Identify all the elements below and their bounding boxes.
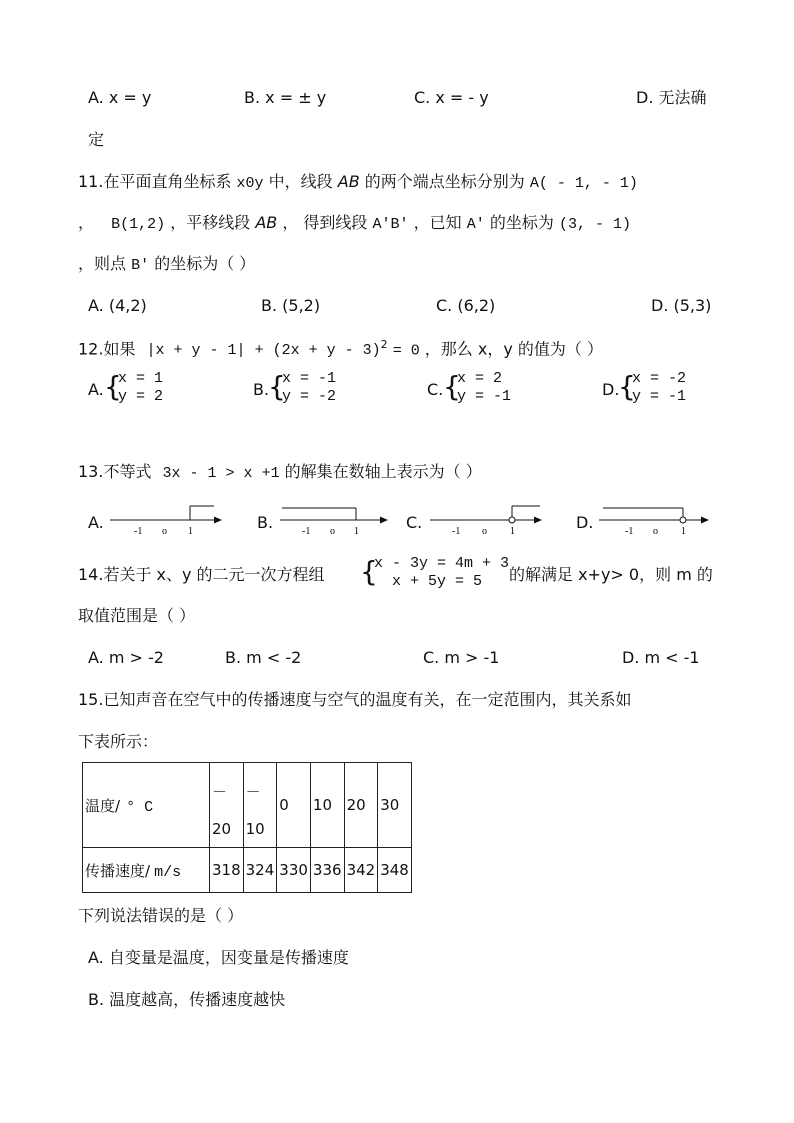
q12-option-a-label: A. bbox=[88, 380, 104, 399]
q11-text: ， bbox=[78, 213, 95, 232]
q11-stem-line2 bbox=[78, 215, 631, 232]
q11-point-b: B(1,2) bbox=[111, 216, 166, 233]
tick-label-neg1: -1 bbox=[625, 526, 634, 537]
arrow-icon bbox=[214, 517, 222, 524]
q13-option-b-label: B. bbox=[257, 513, 274, 532]
q13-text: 13.不等式 bbox=[78, 462, 152, 481]
q11-segment-a-prime-b-prime: A′B′ bbox=[372, 216, 409, 233]
q11-point-a-prime-coords: (3, - 1) bbox=[558, 216, 631, 233]
q12-option-d-line1: x = -2 bbox=[632, 370, 687, 387]
q10-option-b: B. x = ± y bbox=[244, 88, 327, 107]
q11-stem-line3 bbox=[78, 256, 255, 273]
table-cell-value: 20 bbox=[212, 820, 232, 838]
q11-text: ， 得到线段 bbox=[282, 213, 368, 232]
q15-option-b: B. 温度越高，传播速度越快 bbox=[88, 990, 286, 1009]
table-row-temperature bbox=[83, 763, 412, 848]
q10-option-a: A. x = y bbox=[88, 88, 152, 107]
q14-equation-2: x + 5y = 5 bbox=[392, 573, 483, 590]
table-header-speed bbox=[83, 848, 210, 893]
q11-option-b: B. (5,2) bbox=[261, 296, 321, 315]
brace-icon: { bbox=[104, 370, 122, 403]
q13-option-b-number-line bbox=[278, 504, 390, 538]
q14-equation-1: x - 3y = 4m + 3 bbox=[374, 555, 510, 572]
table-cell: 318 bbox=[210, 848, 244, 893]
q12-option-d-label: D. bbox=[602, 380, 620, 399]
q14-option-a: A. m > -2 bbox=[88, 648, 164, 667]
q12-equation-rhs: = 0 bbox=[392, 342, 420, 360]
q12-stem bbox=[78, 339, 603, 358]
q11-text: 的坐标为 bbox=[489, 213, 554, 232]
tick-label-one: 1 bbox=[510, 526, 515, 537]
q13-option-d-label: D. bbox=[576, 513, 594, 532]
table-row-speed bbox=[83, 848, 412, 893]
tick-label-one: 1 bbox=[354, 526, 359, 537]
q12-option-b-label: B. bbox=[253, 380, 270, 399]
tick-label-one: 1 bbox=[188, 526, 193, 537]
q14-option-b: B. m < -2 bbox=[225, 648, 302, 667]
tick-label-zero: o bbox=[653, 526, 658, 537]
open-point-icon bbox=[680, 517, 686, 523]
q14-stem-b: 的解满足 x+y> 0，则 m 的 bbox=[509, 565, 713, 584]
table-cell-value: 10 bbox=[245, 820, 265, 838]
arrow-icon bbox=[534, 517, 542, 524]
q15-stem-line1: 15.已知声音在空气中的传播速度与空气的温度有关，在一定范围内，其关系如 bbox=[78, 690, 632, 709]
q12-option-b-line2: y = -2 bbox=[282, 388, 337, 405]
negative-sign: － bbox=[212, 783, 228, 801]
tick-label-zero: o bbox=[482, 526, 487, 537]
q11-math-x0y: x0y bbox=[236, 175, 264, 192]
q12-equation: |x + y - 1| + (2x + y - 3) bbox=[146, 342, 381, 360]
table-cell bbox=[243, 763, 277, 848]
tick-label-zero: o bbox=[162, 526, 167, 537]
q15-data-table bbox=[82, 762, 412, 893]
q15-option-a: A. 自变量是温度，因变量是传播速度 bbox=[88, 948, 349, 967]
q13-option-d-number-line bbox=[597, 504, 711, 538]
q14-stem-c: 取值范围是（ ） bbox=[78, 606, 196, 625]
q14-stem-a: 14.若关于 x、y 的二元一次方程组 bbox=[78, 565, 325, 584]
brace-icon: { bbox=[360, 555, 378, 588]
q11-segment-ab: AB bbox=[255, 213, 278, 232]
table-cell: 30 bbox=[378, 763, 412, 848]
q11-point-a-prime: A′ bbox=[466, 216, 485, 233]
speed-label: 传播速度/ bbox=[85, 861, 151, 880]
q13-option-c-label: C. bbox=[406, 513, 423, 532]
q14-option-c: C. m > -1 bbox=[423, 648, 500, 667]
q12-option-b-line1: x = -1 bbox=[282, 370, 337, 387]
q12-option-a-line1: x = 1 bbox=[118, 370, 164, 387]
q14-option-d: D. m < -1 bbox=[622, 648, 700, 667]
q15-question: 下列说法错误的是（ ） bbox=[78, 906, 244, 925]
q10-option-d-continued: 定 bbox=[88, 130, 105, 149]
negative-sign: － bbox=[245, 783, 261, 801]
arrow-icon bbox=[380, 517, 388, 524]
q11-text: 的坐标为（ ） bbox=[154, 254, 256, 273]
q11-segment-ab: AB bbox=[337, 172, 360, 191]
q12-option-c-line2: y = -1 bbox=[457, 388, 512, 405]
q13-option-c-number-line bbox=[428, 504, 544, 538]
tick-label-neg1: -1 bbox=[134, 526, 143, 537]
arrow-icon bbox=[701, 517, 709, 524]
q11-option-d: D. (5,3) bbox=[651, 296, 712, 315]
q13-stem bbox=[78, 464, 482, 481]
q11-point-b-prime: B′ bbox=[131, 257, 150, 274]
tick-label-one: 1 bbox=[681, 526, 686, 537]
q11-text: 中，线段 bbox=[268, 172, 333, 191]
q11-option-a: A. (4,2) bbox=[88, 296, 147, 315]
table-header-temperature bbox=[83, 763, 210, 848]
tick-label-zero: o bbox=[330, 526, 335, 537]
q12-option-c-line1: x = 2 bbox=[457, 370, 503, 387]
brace-icon: { bbox=[268, 370, 286, 403]
q10-option-d: D. 无法确 bbox=[636, 88, 707, 107]
table-cell: 348 bbox=[378, 848, 412, 893]
table-cell: 20 bbox=[344, 763, 378, 848]
q11-option-c: C. (6,2) bbox=[436, 296, 496, 315]
q12-exponent: 2 bbox=[380, 338, 388, 351]
speed-unit: m/s bbox=[154, 863, 182, 881]
tick-label-neg1: -1 bbox=[452, 526, 461, 537]
q11-stem-line1 bbox=[78, 174, 638, 191]
temperature-unit: ° C bbox=[126, 798, 154, 816]
table-cell bbox=[210, 763, 244, 848]
q13-inequality: 3x - 1 > x +1 bbox=[162, 465, 280, 482]
q12-text: ，那么 x，y 的值为（ ） bbox=[424, 339, 603, 359]
q12-option-c-label: C. bbox=[427, 380, 444, 399]
q12-option-a-line2: y = 2 bbox=[118, 388, 164, 405]
tick-label-neg1: -1 bbox=[302, 526, 311, 537]
q12-option-d-line2: y = -1 bbox=[632, 388, 687, 405]
table-cell: 330 bbox=[277, 848, 311, 893]
brace-icon: { bbox=[618, 370, 636, 403]
brace-icon: { bbox=[443, 370, 461, 403]
table-cell: 324 bbox=[243, 848, 277, 893]
q13-option-a-label: A. bbox=[88, 513, 104, 532]
q12-text: 12.如果 bbox=[78, 339, 136, 359]
q10-option-c: C. x = - y bbox=[414, 88, 489, 107]
q13-text: 的解集在数轴上表示为（ ） bbox=[284, 462, 482, 481]
q11-text: ，则点 bbox=[78, 254, 127, 273]
q15-stem-line2: 下表所示： bbox=[78, 732, 159, 751]
table-cell: 342 bbox=[344, 848, 378, 893]
q11-point-a: A( - 1, - 1) bbox=[529, 175, 638, 192]
q11-text: 的两个端点坐标分别为 bbox=[364, 172, 525, 191]
q11-text: ，已知 bbox=[413, 213, 462, 232]
q11-text: ，平移线段 bbox=[170, 213, 251, 232]
q13-option-a-number-line bbox=[108, 504, 224, 538]
table-cell: 336 bbox=[310, 848, 344, 893]
temperature-label: 温度/ bbox=[85, 796, 121, 815]
table-cell: 10 bbox=[310, 763, 344, 848]
q11-text: 11.在平面直角坐标系 bbox=[78, 172, 232, 191]
table-cell: 0 bbox=[277, 763, 311, 848]
open-point-icon bbox=[509, 517, 515, 523]
